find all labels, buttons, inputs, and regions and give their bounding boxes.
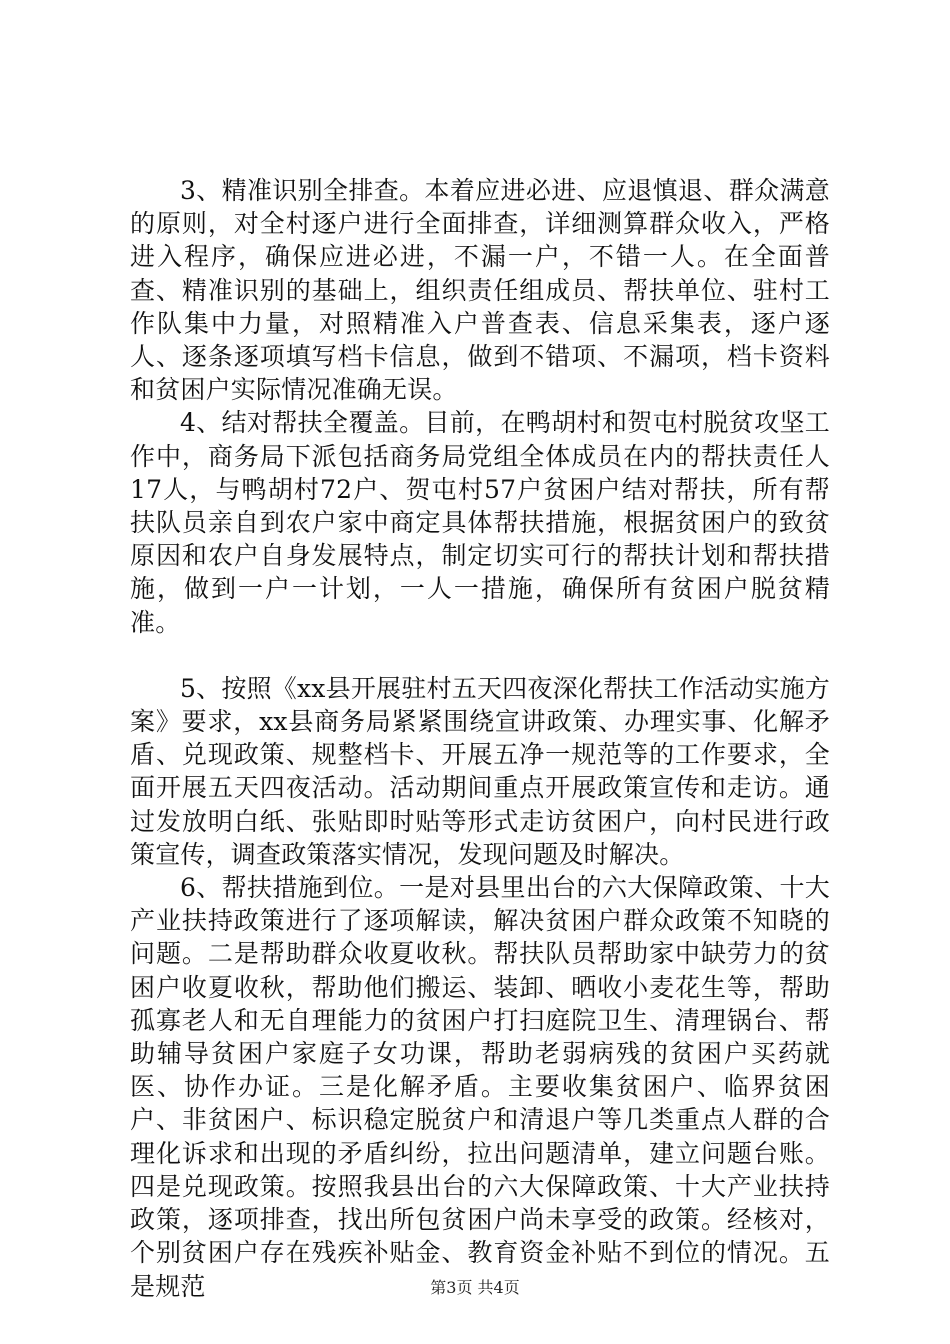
document-body [130, 174, 830, 1303]
page-number-footer: 第3页 共4页 [430, 1278, 520, 1297]
paragraph-3-identification: 3、精准识别全排查。本着应进必进、应退慎退、群众满意的原则，对全村逐户进行全面排查，详细测算群众收入，严格进入程序，确保应进必进，不漏一户，不错一人。在全面普查、精准识别的基础上，组织责任组成员、帮扶单位、驻村工作队集中力量，对照精准入户普查表、信息采集表，逐户逐人、逐条逐项填写档卡信息，做到不错项、不漏项，档卡资料和贫困户实际情况准确无误。 [130, 176, 830, 405]
paragraph-5-five-days-four-nights: 5、按照《xx县开展驻村五天四夜深化帮扶工作活动实施方案》要求，xx县商务局紧紧围绕宣讲政策、办理实事、化解矛盾、兑现政策、规整档卡、开展五净一规范等的工作要求，全面开展五天四夜活动。活动期间重点开展政策宣传和走访。通过发放明白纸、张贴即时贴等形式走访贫困户，向村民进行政策宣传，调查政策落实情况，发现问题及时解决。 [130, 673, 830, 869]
paragraph-4-pairing-assistance: 4、结对帮扶全覆盖。目前，在鸭胡村和贺屯村脱贫攻坚工作中，商务局下派包括商务局党组全体成员在内的帮扶责任人17人，与鸭胡村72户、贺屯村57户贫困户结对帮扶，所有帮扶队员亲自到农户家中商定具体帮扶措施，根据贫困户的致贫原因和农户自身发展特点，制定切实可行的帮扶计划和帮扶措施，做到一户一计划，一人一措施，确保所有贫困户脱贫精准。 [130, 408, 830, 637]
paragraph-6-assistance-measures: 6、帮扶措施到位。一是对县里出台的六大保障政策、十大产业扶持政策进行了逐项解读，解决贫困户群众政策不知晓的问题。二是帮助群众收夏收秋。帮扶队员帮助家中缺劳力的贫困户收夏收秋，帮助他们搬运、装卸、晒收小麦花生等，帮助孤寡老人和无自理能力的贫困户打扫庭院卫生、清理锅台、帮助辅导贫困户家庭子女功课，帮助老弱病残的贫困户买药就医、协作办证。三是化解矛盾。主要收集贫困户、临界贫困户、非贫困户、标识稳定脱贫户和清退户等几类重点人群的合理化诉求和出现的矛盾纠纷，拉出问题清单，建立问题台账。四是兑现政策。按照我县出台的六大保障政策、十大产业扶持政策，逐项排查，找出所包贫困户尚未享受的政策。经核对，个别贫困户存在残疾补贴金、教育资金补贴不到位的情况。五是规范 [130, 873, 830, 1301]
paragraph-spacer [130, 639, 830, 672]
